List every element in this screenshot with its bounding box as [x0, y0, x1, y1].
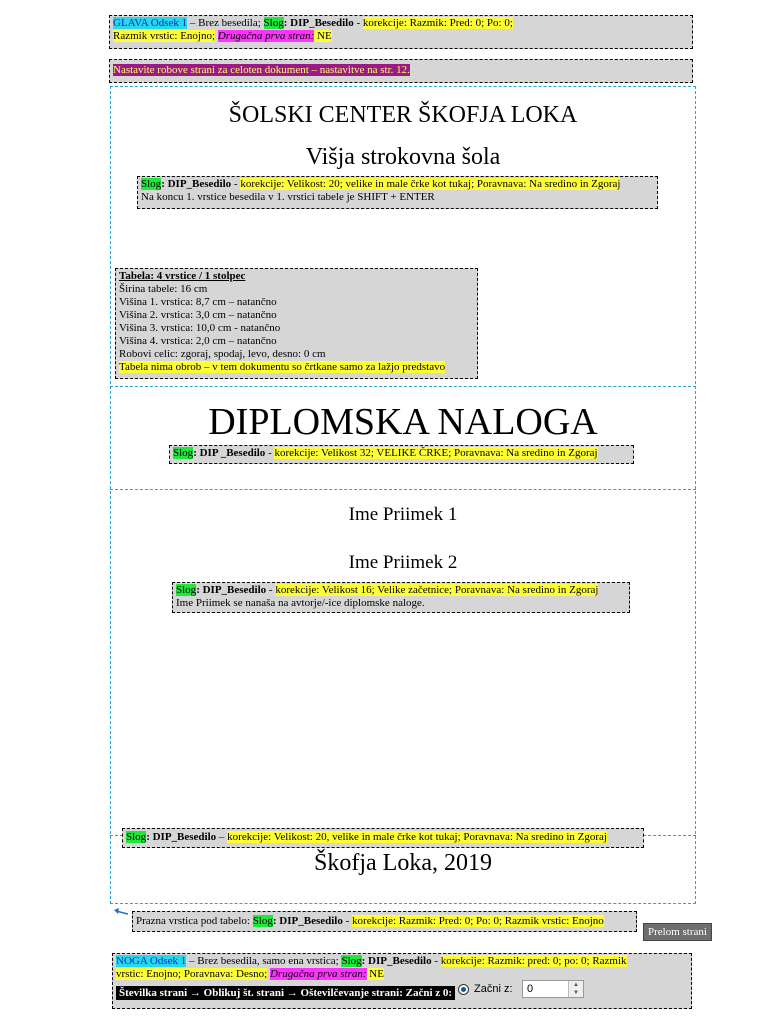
margins-text: Nastavite robove strani za celoten dokument – nastavitve na str. 12. — [113, 64, 410, 76]
style-name: : DIP_Besedilo — [283, 17, 354, 29]
dash: - — [266, 584, 276, 596]
style-name: : DIP_Besedilo — [272, 915, 343, 927]
start-at-label[interactable]: Začni z: — [474, 983, 513, 995]
style-name: : DIP_Besedilo — [161, 178, 232, 190]
table-note-line: Širina tabele: 16 cm — [119, 283, 208, 295]
header-note — [109, 15, 693, 49]
table-note-line: Robovi celic: zgoraj, spodaj, levo, desno: 0 cm — [119, 348, 326, 360]
table-note-line: Višina 1. vrstica: 8,7 cm – natančno — [119, 296, 277, 308]
dash: - — [265, 447, 275, 459]
thesis-block — [110, 398, 696, 448]
place-note — [122, 828, 644, 848]
table-note-title: Tabela: 4 vrstice / 1 stolpec — [119, 270, 246, 282]
dash: - — [342, 915, 353, 927]
section-label: GLAVA Odsek 1 — [113, 17, 188, 29]
row-divider-2 — [110, 489, 696, 490]
corrections: korekcije: Velikost 16; Velike začetnice; Poravnava: Na sredino in Zgoraj — [275, 584, 599, 596]
dash: - — [231, 178, 241, 190]
table-note-line: Višina 3. vrstica: 10,0 cm - natančno — [119, 322, 281, 334]
header-text: – Brez besedila; — [187, 17, 264, 29]
corrections: korekcije: Velikost: 20, velike in male črke kot tukaj; Poravnava: Na sredino in Zgoraj — [227, 831, 607, 843]
dash: – — [216, 831, 228, 843]
place-block — [110, 850, 696, 884]
return-arrow-icon — [112, 906, 130, 918]
first-page-label: Drugačna prva stran: — [217, 30, 315, 42]
school-note-line2: Na koncu 1. vrstice besedila v 1. vrstici tabele je SHIFT + ENTER — [141, 191, 435, 203]
footer-text: – Brez besedila, samo ena vrstica; — [186, 955, 342, 967]
table-note-line: Višina 4. vrstica: 2,0 cm – natančno — [119, 335, 277, 347]
first-page-value: NE — [366, 968, 384, 980]
thesis-note — [169, 445, 634, 464]
dash: - — [353, 17, 363, 29]
margins-note — [109, 59, 693, 83]
slog-label: Slog — [263, 17, 284, 29]
slog-label: Slog — [176, 584, 197, 596]
start-number-value[interactable]: 0 — [527, 983, 534, 995]
slog-label: Slog — [126, 831, 147, 843]
empty-row-note — [132, 911, 637, 932]
page-number-path: Številka strani → Oblikuj št. strani → Oštevilčevanje strani: Začni z 0: — [116, 986, 455, 1000]
school-block — [110, 100, 696, 180]
spinner-arrows-icon[interactable]: ▲ ▼ — [568, 981, 583, 997]
authors-block — [110, 504, 696, 584]
table-note-highlight: Tabela nima obrob – v tem dokumentu so črtkane samo za lažjo predstavo — [119, 361, 446, 373]
slog-label: Slog — [173, 447, 194, 459]
corrections-b: vrstic: Enojno; Poravnava: Desno; — [116, 968, 268, 980]
style-name: : DIP_Besedilo — [361, 955, 432, 967]
start-number-spinner[interactable] — [522, 980, 584, 998]
thesis-title: DIPLOMSKA NALOGA — [208, 401, 598, 443]
first-page-value: NE — [314, 30, 332, 42]
corrections: korekcije: Razmik: Pred: 0; Po: 0; — [362, 17, 513, 29]
slog-label: Slog — [141, 178, 162, 190]
corrections: korekcije: Velikost: 20; velike in male črke kot tukaj; Poravnava: Na sredino in Zgoraj — [240, 178, 621, 190]
author-name-2: Ime Priimek 2 — [348, 552, 458, 573]
author-name-1: Ime Priimek 1 — [348, 504, 458, 525]
style-name: : DIP _Besedilo — [193, 447, 266, 459]
style-name: : DIP_Besedilo — [146, 831, 217, 843]
corrections-a: korekcije: Razmik: pred: 0; po: 0; Razmik — [440, 955, 627, 967]
school-name: ŠOLSKI CENTER ŠKOFJA LOKA — [228, 102, 578, 128]
footer-note — [112, 953, 692, 1009]
page-break-marker: Prelom strani — [643, 923, 712, 941]
authors-note-line2: Ime Priimek se nanaša na avtorje/-ice diplomske naloge. — [176, 597, 425, 609]
start-at-radio[interactable] — [458, 984, 469, 995]
line-spacing: Razmik vrstic: Enojno; — [113, 30, 216, 42]
school-note — [137, 176, 658, 209]
school-sub: Višja strokovna šola — [305, 144, 501, 170]
section-label: NOGA Odsek 1 — [116, 955, 187, 967]
table-note — [115, 268, 478, 379]
authors-note — [172, 582, 630, 613]
table-note-line: Višina 2. vrstica: 3,0 cm – natančno — [119, 309, 277, 321]
corrections: korekcije: Velikost 32; VELIKE ČRKE; Poravnava: Na sredino in Zgoraj — [274, 447, 598, 459]
first-page-label: Drugačna prva stran: — [269, 968, 367, 980]
slog-label: Slog — [252, 915, 273, 927]
dash: - — [431, 955, 441, 967]
empty-row-text: Prazna vrstica pod tabelo: — [136, 915, 253, 927]
place-text: Škofja Loka, 2019 — [314, 850, 492, 876]
slog-label: Slog — [341, 955, 362, 967]
style-name: : DIP_Besedilo — [196, 584, 267, 596]
corrections: korekcije: Razmik: Pred: 0; Po: 0; Razmik vrstic: Enojno — [352, 915, 604, 927]
row-divider-1 — [110, 386, 696, 387]
